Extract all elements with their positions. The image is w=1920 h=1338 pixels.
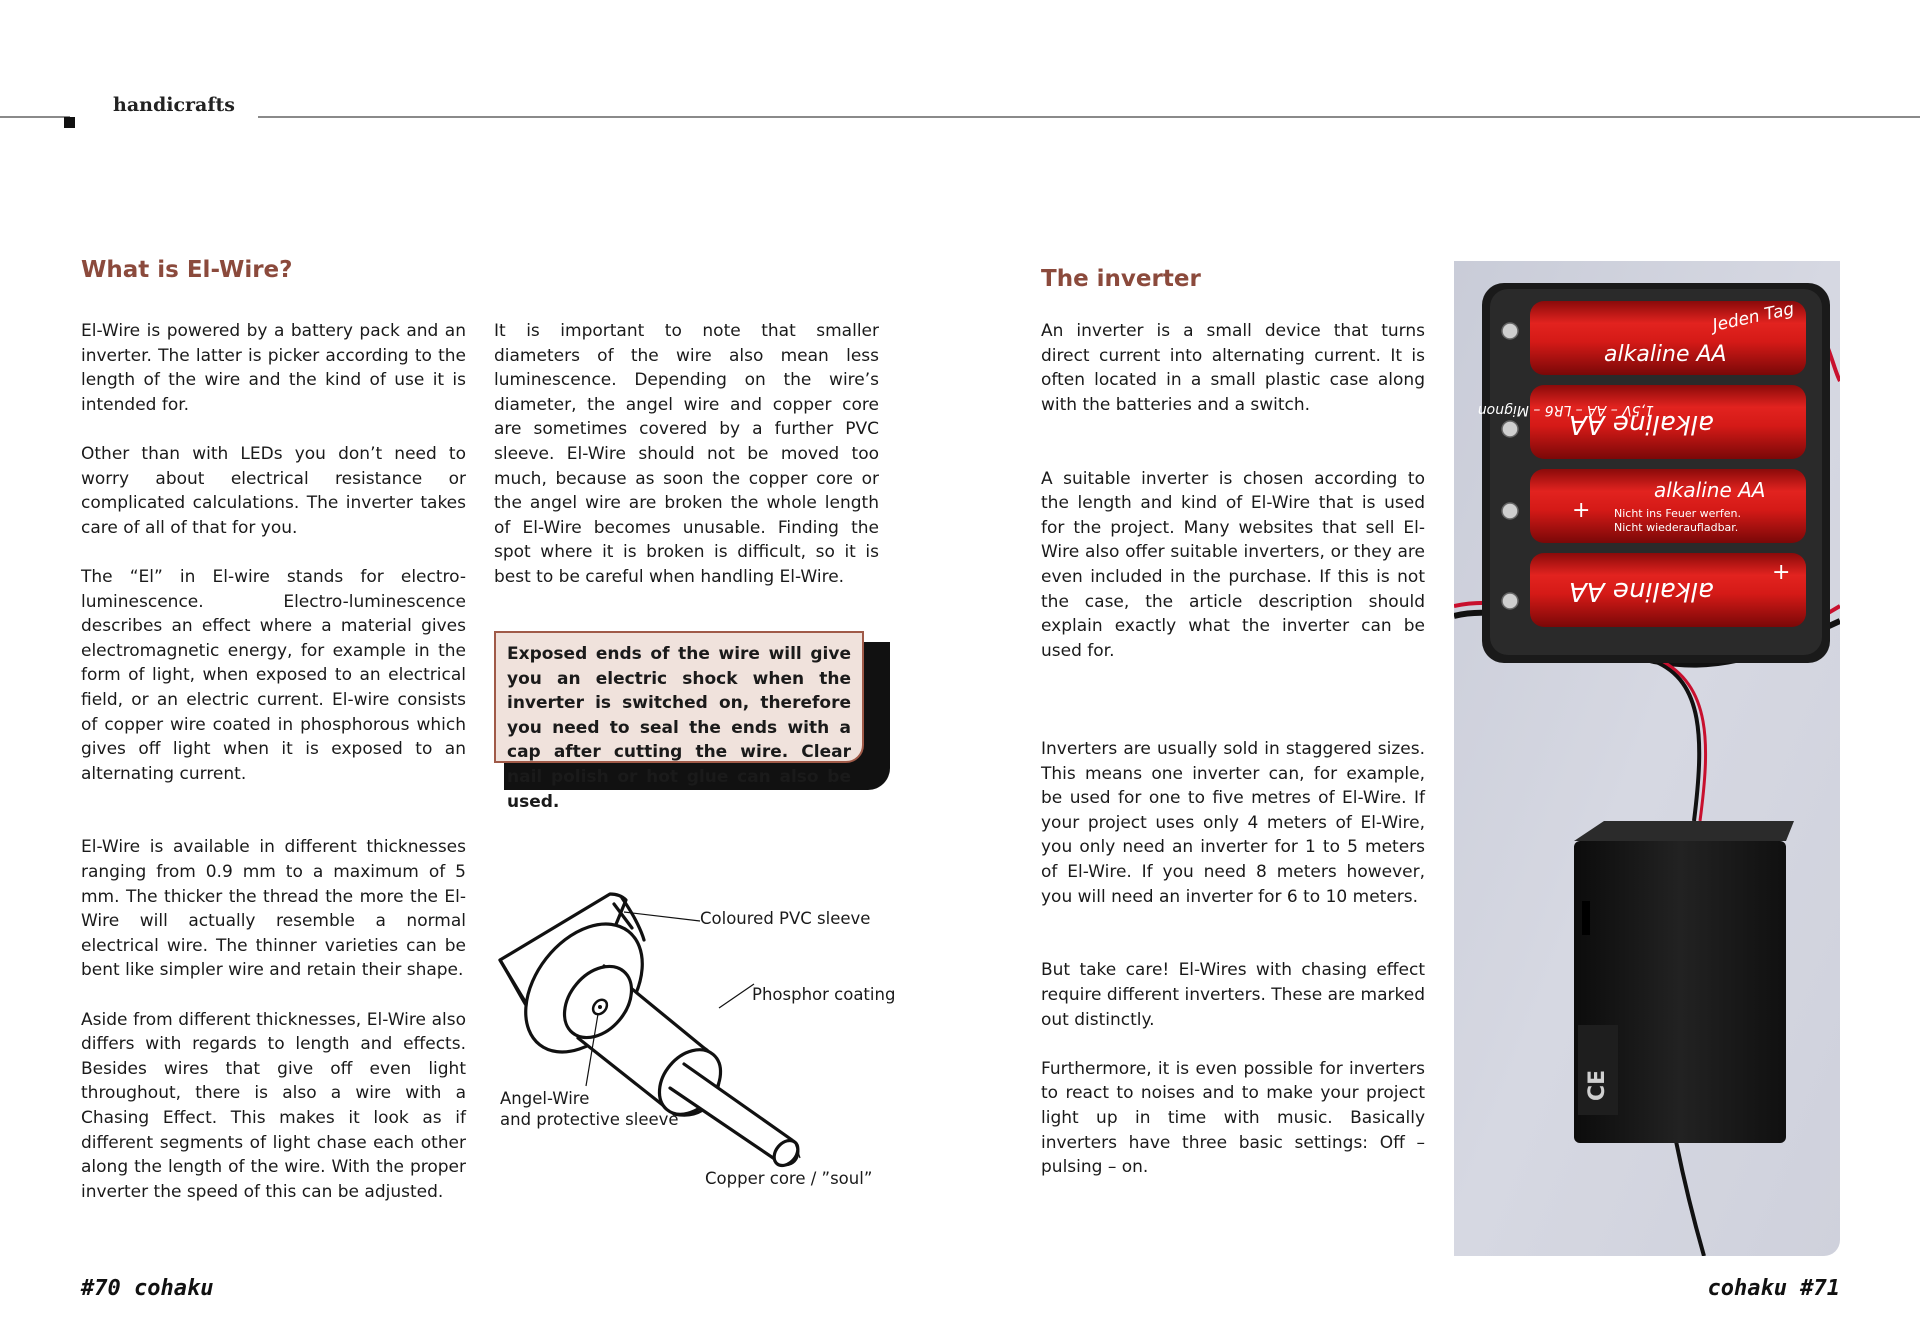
paragraph: El-Wire is powered by a battery pack and an inverter. The latter is picker according to the length of the wire and the kind of use it is intended for.	[81, 321, 466, 415]
leader-phosphor	[719, 984, 754, 1008]
battery-pack-inverter-photo	[1454, 261, 1840, 1256]
warning-box: Exposed ends of the wire will give you an electric shock when the inverter is switched on, therefore you need to seal the ends with a cap after cutting the wire. Clear nail polish or hot glue can also be used.	[494, 631, 864, 763]
paragraph: A suitable inverter is chosen according to the length and kind of El-Wire that is used for the project. Many websites that sell El-Wire also offer suitable inverters, or they are even included in the purchase. If this is not the case, the article description should explain exactly what the inverter can be used for.	[1041, 468, 1425, 661]
paragraph: It is important to note that smaller diameters of the wire also mean less luminescence. Depending on the wire’s diameter, the angel wire and copper core are sometimes covered by a further PVC sleeve. El-Wire should not be moved too much, because as soon the copper core or the angel wire are broken the whole length of El-Wire becomes unusable. Finding the spot where it is broken is difficult, so it is best to be careful when handling El-Wire.	[494, 321, 879, 587]
el-wire-illustration	[494, 888, 894, 1178]
paragraph: Other than with LEDs you don’t need to worry about electrical resistance or complicated calculations. The inverter takes care of all of that for you.	[81, 443, 466, 538]
footer-page-right: cohaku #71	[1707, 1276, 1840, 1301]
svg-text:+: +	[1572, 498, 1591, 523]
svg-text:+: +	[1772, 560, 1791, 585]
right-column	[1041, 319, 1425, 1180]
el-wire-diagram	[494, 888, 896, 1188]
battery-type: alkaline AA	[1654, 478, 1766, 502]
svg-text:CE: CE	[1585, 1069, 1610, 1101]
battery-brand: Jeden Tag	[1710, 299, 1796, 336]
photo-illustration	[1454, 261, 1840, 1256]
paragraph: An inverter is a small device that turns direct current into alternating current. It is often located in a small plastic case along with the batteries and a switch.	[1041, 321, 1425, 415]
paragraph: Furthermore, it is even possible for inverters to react to noises and to make your project light up in time with music. Basically inverters have three basic settings: Off – pulsing – on.	[1041, 1058, 1425, 1178]
label-coloured-pvc-sleeve: Coloured PVC sleeve	[700, 909, 871, 928]
label-angel-wire: Angel-Wire	[500, 1089, 590, 1108]
section-label: handicrafts	[113, 94, 235, 116]
paragraph: Inverters are usually sold in staggered sizes. This means one inverter can, for example, be used for one to five metres of El-Wire. If your project uses only 4 meters of El-Wire, you only need an inverter for 1 to 5 meters of El-Wire. If you need 8 meters however, you will need an inverter for 6 to 10 meters.	[1041, 739, 1425, 907]
battery-type: alkaline AA	[1604, 342, 1727, 367]
header-marker	[64, 117, 75, 128]
battery-warning-1: Nicht ins Feuer werfen.	[1614, 507, 1742, 520]
paragraph: The “El” in El-wire stands for electro-luminescence. Electro-luminescence describes an effect where a material gives electromagnetic energy, for example in the form of light, when exposed to an electrical field, or an electric current. El-wire consists of copper wire coated in phosphorous which gives off light when it is exposed to an alternating current.	[81, 566, 466, 784]
paragraph: But take care! El-Wires with chasing effect require different inverters. These are marked out distinctly.	[1041, 960, 1425, 1030]
footer-page-left: #70 cohaku	[81, 1276, 214, 1301]
left-column-1	[81, 319, 466, 1204]
battery-type: alkaline AA	[1569, 576, 1714, 606]
heading-the-inverter: The inverter	[1041, 266, 1201, 292]
paragraph: El-Wire is available in different thicknesses ranging from 0.9 mm to a maximum of 5 mm. The thicker the thread the more the El-Wire will actually resemble a normal electrical wire. The thinner varieties can be bent like simpler wire and retain their shape.	[81, 837, 466, 981]
label-copper-core: Copper core / ”soul”	[705, 1169, 873, 1188]
heading-what-is-el-wire: What is El-Wire?	[81, 257, 293, 283]
paragraph: Aside from different thicknesses, El-Wire also differs with regards to length and effects. Besides wires that give off even light throughout, there is also a wire with a Chasing Effect. This makes it look as if different segments of light chase each other along the length of the wire. With the proper inverter the speed of this can be adjusted.	[81, 1009, 466, 1202]
label-protective-sleeve: and protective sleeve	[500, 1110, 679, 1129]
header-rule-left	[0, 116, 70, 118]
battery-code: 1,5V – AA – LR6 – Mignon	[1477, 402, 1654, 418]
label-phosphor-coating: Phosphor coating	[752, 985, 896, 1004]
battery-warning-2: Nicht wiederaufladbar.	[1614, 521, 1739, 534]
header-rule-right	[258, 116, 1920, 118]
left-column-2	[494, 319, 879, 590]
battery-type: alkaline AA	[1569, 409, 1714, 439]
